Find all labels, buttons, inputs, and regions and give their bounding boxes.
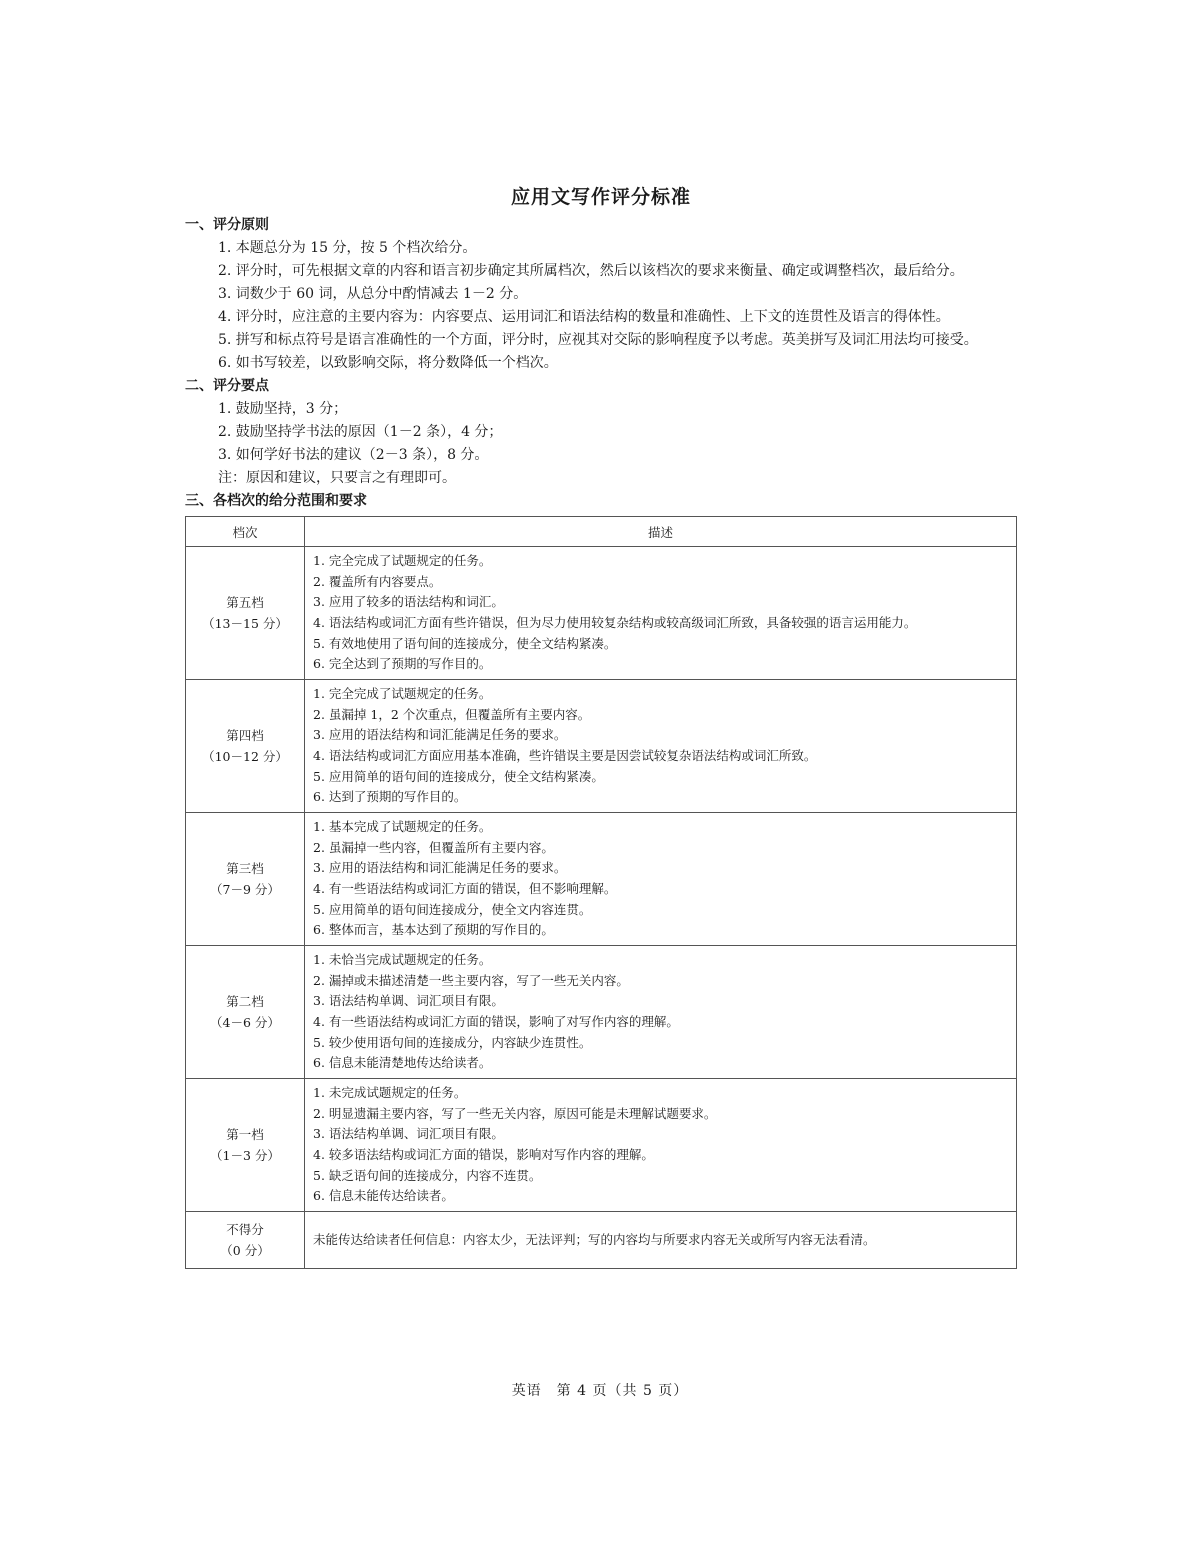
band-criterion: 6. 整体而言，基本达到了预期的写作目的。 — [313, 922, 554, 938]
band-criterion: 5. 应用简单的语句间的连接成分，使全文结构紧凑。 — [313, 768, 604, 784]
band-level-cell — [186, 680, 305, 813]
table-row — [186, 813, 1017, 946]
table-row — [186, 946, 1017, 1079]
table-row — [186, 680, 1017, 813]
table-row — [186, 1212, 1017, 1269]
band-criterion: 6. 完全达到了预期的写作目的。 — [313, 656, 492, 672]
band-criterion: 2. 漏掉或未描述清楚一些主要内容，写了一些无关内容。 — [313, 972, 629, 988]
band-criterion: 1. 完全完成了试题规定的任务。 — [313, 553, 492, 569]
page-footer: 英语 第 4 页（共 5 页） — [511, 1383, 689, 1399]
table-row — [186, 547, 1017, 680]
band-name: 第三档 — [226, 861, 264, 876]
band-criterion: 4. 较多语法结构或词汇方面的错误，影响对写作内容的理解。 — [313, 1147, 654, 1162]
band-name: 第五档 — [226, 595, 264, 610]
band-criterion: 4. 有一些语法结构或词汇方面的错误，但不影响理解。 — [313, 881, 617, 896]
band-criterion: 2. 覆盖所有内容要点。 — [313, 573, 442, 589]
band-criterion: 2. 明显遗漏主要内容，写了一些无关内容，原因可能是未理解试题要求。 — [313, 1105, 717, 1121]
band-description-cell — [305, 547, 1017, 680]
band-criterion: 3. 应用的语法结构和词汇能满足任务的要求。 — [313, 860, 567, 876]
band-criterion: 2. 虽漏掉一些内容，但覆盖所有主要内容。 — [313, 839, 554, 855]
band-criterion: 5. 应用简单的语句间连接成分，使全文内容连贯。 — [313, 901, 592, 917]
band-level-cell — [186, 547, 305, 680]
band-description-cell — [305, 946, 1017, 1079]
band-criterion: 4. 语法结构或词汇方面有些许错误，但为尽力使用较复杂结构或较高级词汇所致，具备较强的语言运用能力。 — [313, 615, 917, 630]
band-score-range: （4－6 分） — [210, 1015, 280, 1030]
band-score-range: （7－9 分） — [210, 882, 280, 897]
section-heading-bands: 三、各档次的给分范围和要求 — [185, 493, 367, 509]
rubric-table — [185, 516, 1017, 1269]
band-criterion: 6. 信息未能传达给读者。 — [313, 1188, 454, 1204]
principle-item: 5. 拼写和标点符号是语言准确性的一个方面，评分时，应视其对交际的影响程度予以考虑。英美拼写及词汇用法均可接受。 — [218, 332, 978, 348]
band-criterion: 3. 语法结构单调、词汇项目有限。 — [313, 1126, 504, 1142]
band-criterion: 5. 缺乏语句间的连接成分，内容不连贯。 — [313, 1167, 542, 1183]
column-header-description: 描述 — [305, 517, 1017, 547]
band-criterion: 1. 完全完成了试题规定的任务。 — [313, 686, 492, 702]
band-level-cell — [186, 946, 305, 1079]
band-score-range: （10－12 分） — [202, 749, 288, 764]
key-point-item: 2. 鼓励坚持学书法的原因（1－2 条），4 分； — [218, 424, 503, 440]
band-criterion: 1. 未完成试题规定的任务。 — [313, 1085, 467, 1101]
band-level-cell — [186, 1212, 305, 1269]
column-header-level: 档次 — [186, 517, 305, 547]
band-description-cell — [305, 1079, 1017, 1212]
band-criterion: 5. 较少使用语句间的连接成分，内容缺少连贯性。 — [313, 1034, 592, 1050]
principle-item: 3. 词数少于 60 词，从总分中酌情减去 1－2 分。 — [218, 286, 528, 302]
band-criterion: 3. 应用了较多的语法结构和词汇。 — [313, 594, 504, 610]
band-criterion: 6. 信息未能清楚地传达给读者。 — [313, 1055, 492, 1071]
principle-item: 4. 评分时，应注意的主要内容为：内容要点、运用词汇和语法结构的数量和准确性、上下文的连贯性及语言的得体性。 — [218, 309, 950, 325]
key-point-item: 3. 如何学好书法的建议（2－3 条），8 分。 — [218, 447, 489, 463]
principle-item: 6. 如书写较差，以致影响交际，将分数降低一个档次。 — [218, 355, 558, 371]
band-criterion: 3. 应用的语法结构和词汇能满足任务的要求。 — [313, 727, 567, 743]
band-criterion: 1. 基本完成了试题规定的任务。 — [313, 819, 492, 835]
band-criterion: 4. 语法结构或词汇方面应用基本准确，些许错误主要是因尝试较复杂语法结构或词汇所致。 — [313, 748, 817, 763]
principle-item: 2. 评分时，可先根据文章的内容和语言初步确定其所属档次，然后以该档次的要求来衡量、确定或调整档次，最后给分。 — [218, 263, 964, 279]
band-name: 第一档 — [226, 1127, 264, 1142]
band-level-cell — [186, 1079, 305, 1212]
band-criterion: 2. 虽漏掉 1，2 个次重点，但覆盖所有主要内容。 — [313, 706, 591, 722]
band-name: 不得分 — [226, 1222, 264, 1237]
band-criterion: 5. 有效地使用了语句间的连接成分，使全文结构紧凑。 — [313, 635, 617, 651]
scoring-document — [185, 180, 1017, 1269]
section-heading-principles: 一、评分原则 — [185, 217, 269, 233]
band-criterion: 1. 未恰当完成试题规定的任务。 — [313, 952, 492, 968]
band-score-range: （13－15 分） — [202, 616, 288, 631]
band-criterion: 3. 语法结构单调、词汇项目有限。 — [313, 993, 504, 1009]
table-header-row — [186, 517, 1017, 547]
band-score-range: （0 分） — [220, 1243, 270, 1258]
page-title: 应用文写作评分标准 — [510, 186, 691, 208]
band-description-cell — [305, 813, 1017, 946]
band-criterion: 6. 达到了预期的写作目的。 — [313, 789, 467, 805]
band-criterion: 未能传达给读者任何信息：内容太少，无法评判；写的内容均与所要求内容无关或所写内容无法看清。 — [313, 1231, 876, 1247]
band-description-cell — [305, 1212, 1017, 1269]
key-point-note: 注：原因和建议，只要言之有理即可。 — [218, 470, 456, 486]
principle-item: 1. 本题总分为 15 分，按 5 个档次给分。 — [218, 240, 477, 256]
band-name: 第四档 — [226, 728, 264, 743]
band-name: 第二档 — [226, 994, 264, 1009]
band-criterion: 4. 有一些语法结构或词汇方面的错误，影响了对写作内容的理解。 — [313, 1014, 679, 1029]
section-heading-key-points: 二、评分要点 — [185, 378, 269, 394]
band-score-range: （1－3 分） — [210, 1148, 280, 1163]
band-level-cell — [186, 813, 305, 946]
table-row — [186, 1079, 1017, 1212]
band-description-cell — [305, 680, 1017, 813]
key-point-item: 1. 鼓励坚持，3 分； — [218, 401, 348, 417]
